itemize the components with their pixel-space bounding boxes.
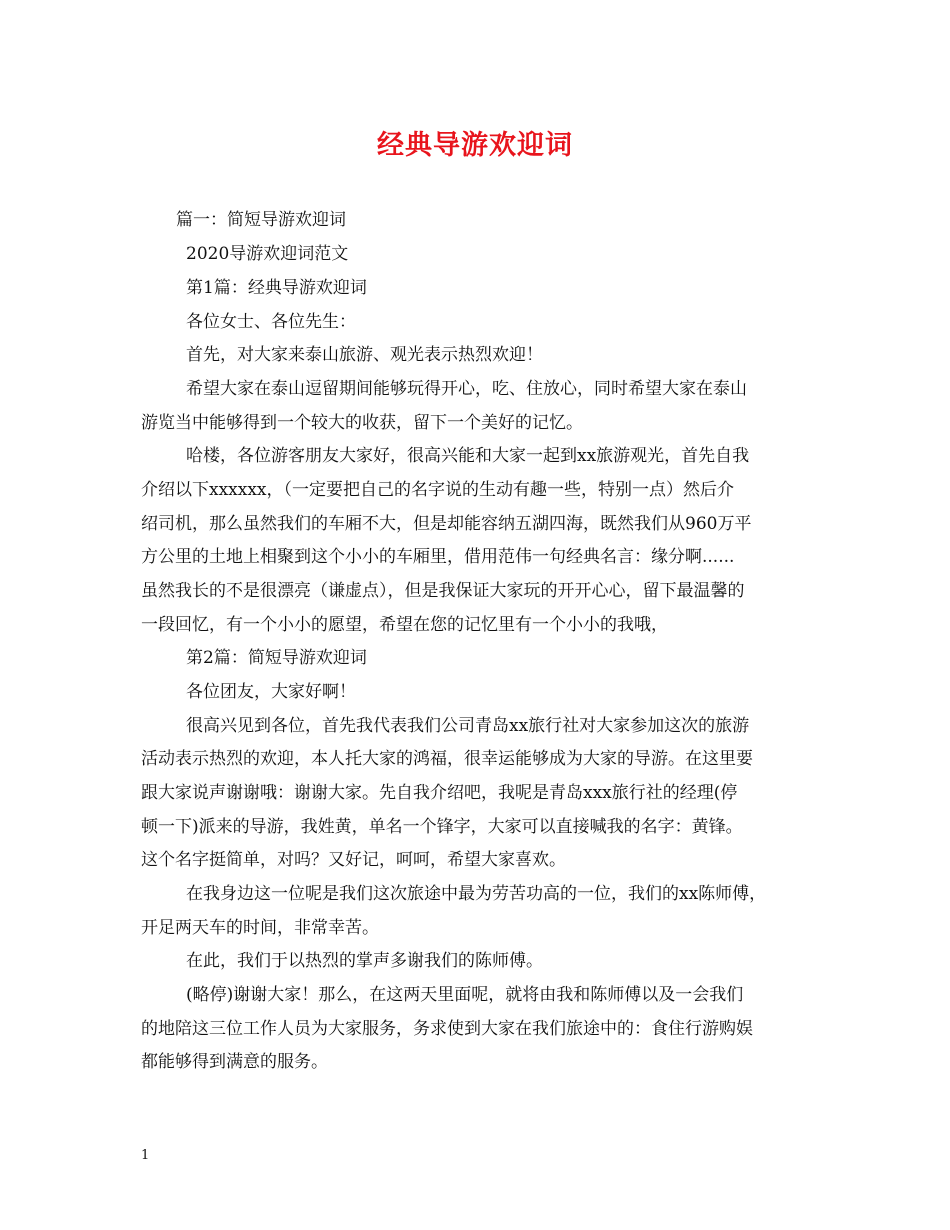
paragraph-line: 虽然我长的不是很漂亮（谦虚点），但是我保证大家玩的开开心心，留下最温馨的: [141, 581, 745, 601]
paragraph-line: 在我身边这一位呢是我们这次旅途中最为劳苦功高的一位，我们的xx陈师傅，: [186, 884, 767, 904]
document-title: 经典导游欢迎词: [377, 130, 573, 161]
paragraph-line: 开足两天车的时间，非常幸苦。: [141, 918, 379, 938]
page-number: 1: [141, 1148, 150, 1163]
paragraph-line: 哈楼，各位游客朋友大家好，很高兴能和大家一起到xx旅游观光，首先自我: [186, 446, 750, 466]
paragraph-line: 跟大家说声谢谢哦：谢谢大家。先自我介绍吧，我呢是青岛xxx旅行社的经理(停: [141, 783, 738, 803]
salutation: 各位团友，大家好啊！: [186, 682, 356, 702]
paragraph-line: 方公里的土地上相聚到这个小小的车厢里，借用范伟一句经典名言：缘分啊......: [141, 547, 735, 567]
paragraph-line: 活动表示热烈的欢迎，本人托大家的鸿福，很幸运能够成为大家的导游。在这里要: [141, 749, 753, 769]
paragraph-line: 这个名字挺简单，对吗？又好记，呵呵，希望大家喜欢。: [141, 850, 566, 870]
paragraph-line: 希望大家在泰山逗留期间能够玩得开心，吃、住放心，同时希望大家在泰山: [186, 379, 747, 399]
paragraph-line: 很高兴见到各位，首先我代表我们公司青岛xx旅行社对大家参加这次的旅游: [186, 716, 750, 736]
paragraph-line: 介绍以下xxxxxx，（一定要把自己的名字说的生动有趣一些，特别一点）然后介: [141, 480, 735, 500]
paragraph-line: (略停)谢谢大家！那么，在这两天里面呢，就将由我和陈师傅以及一会我们: [186, 985, 744, 1005]
paragraph-line: 一段回忆，有一个小小的愿望，希望在您的记忆里有一个小小的我哦，: [141, 615, 668, 635]
paragraph-line: 都能够得到满意的服务。: [141, 1052, 328, 1072]
article-heading-2: 第2篇：简短导游欢迎词: [186, 648, 367, 668]
paragraph-line: 在此，我们于以热烈的掌声多谢我们的陈师傅。: [186, 951, 543, 971]
paragraph-line: 首先，对大家来泰山旅游、观光表示热烈欢迎！: [186, 345, 543, 365]
section-heading-1: 篇一：简短导游欢迎词: [176, 210, 346, 230]
paragraph-line: 绍司机，那么虽然我们的车厢不大，但是却能容纳五湖四海，既然我们从960万平: [141, 514, 752, 534]
salutation: 各位女士、各位先生：: [186, 312, 356, 332]
subheading: 2020导游欢迎词范文: [186, 244, 349, 264]
article-heading-1: 第1篇：经典导游欢迎词: [186, 278, 367, 298]
paragraph-line: 的地陪这三位工作人员为大家服务，务求使到大家在我们旅途中的：食住行游购娱: [141, 1019, 753, 1039]
paragraph-line: 游览当中能够得到一个较大的收获，留下一个美好的记忆。: [141, 413, 583, 433]
paragraph-line: 顿一下)派来的导游，我姓黄，单名一个锋字，大家可以直接喊我的名字：黄锋。: [141, 817, 743, 837]
